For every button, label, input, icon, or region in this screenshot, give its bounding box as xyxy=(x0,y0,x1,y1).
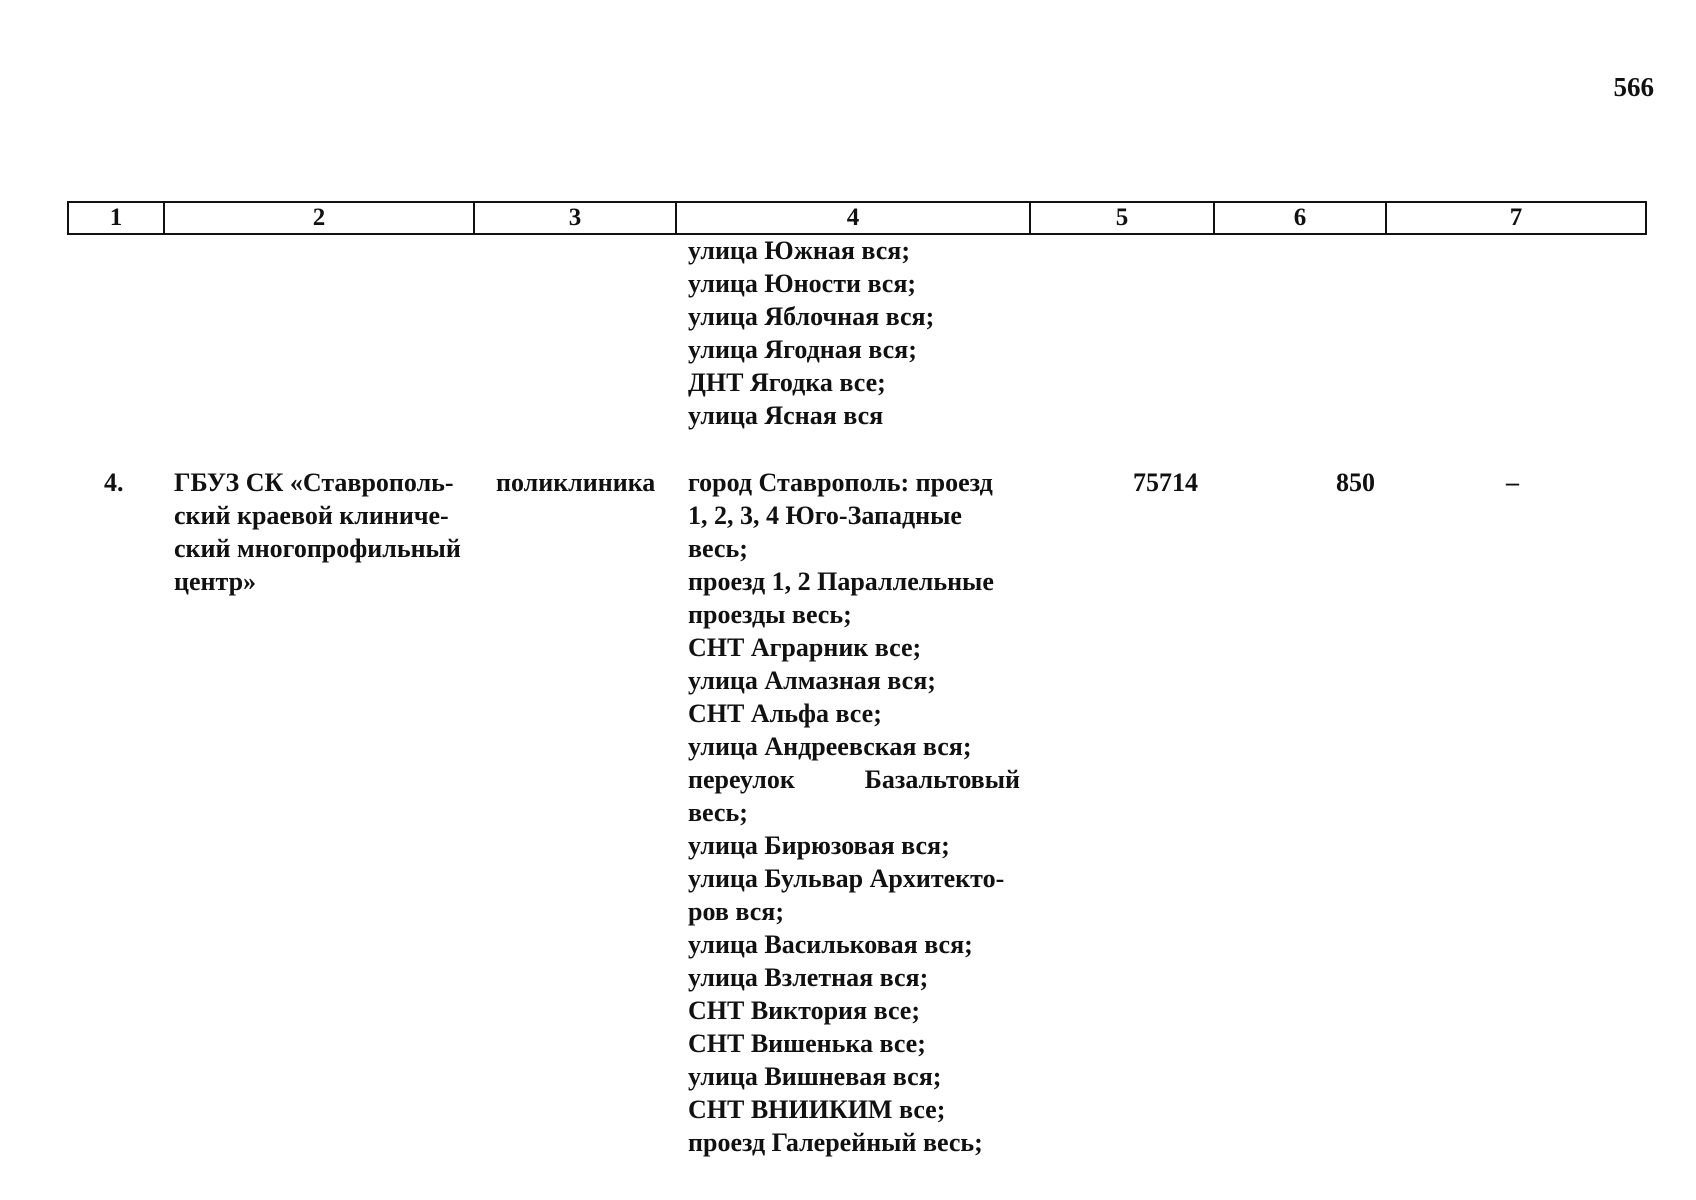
address-line: переулок Базальтовый весь; xyxy=(688,765,1020,827)
address-line: СНТ ВНИИКИМ все; xyxy=(688,1095,946,1124)
address-line: проезд 1, 2 Параллельные xyxy=(688,567,994,596)
address-line: улица Бульвар Архитекто- xyxy=(688,864,1005,893)
address-line: улица Вишневая вся; xyxy=(688,1062,942,1091)
facility-type: поликлиника xyxy=(496,468,656,497)
continued-address-list xyxy=(688,234,1020,432)
address-line: улица Андреевская вся; xyxy=(688,732,972,761)
address-line: улица Алмазная вся; xyxy=(688,666,936,695)
address-line: улица Ясная вся xyxy=(688,401,884,430)
address-line: СНТ Вишенька все; xyxy=(688,1029,926,1058)
organization-name-line: ГБУЗ СК «Ставрополь- xyxy=(174,468,454,497)
organization-name xyxy=(174,466,464,598)
column-header-3: 3 xyxy=(474,202,676,234)
organization-name-line: центр» xyxy=(174,567,257,596)
address-line: СНТ Виктория все; xyxy=(688,996,920,1025)
address-line: проезд Галерейный весь; xyxy=(688,1128,983,1157)
col7-value: – xyxy=(1506,468,1519,497)
address-line: весь; xyxy=(688,534,748,563)
address-line: ров вся; xyxy=(688,897,784,926)
address-line: улица Южная вся; xyxy=(688,236,911,265)
col5-value: 75714 xyxy=(1133,468,1198,497)
page-number: 566 xyxy=(1613,72,1654,102)
address-line: СНТ Альфа все; xyxy=(688,699,882,728)
address-line: ДНТ Ягодка все; xyxy=(688,368,886,397)
column-header-6: 6 xyxy=(1214,202,1386,234)
organization-name-line: ский многопрофильный xyxy=(174,534,461,563)
column-header-5: 5 xyxy=(1030,202,1214,234)
col6-value: 850 xyxy=(1336,468,1375,497)
column-header-2: 2 xyxy=(164,202,474,234)
address-line: 1, 2, 3, 4 Юго-Западные xyxy=(688,501,962,530)
address-line: улица Васильковая вся; xyxy=(688,930,973,959)
address-line: улица Яблочная вся; xyxy=(688,302,935,331)
address-line: улица Бирюзовая вся; xyxy=(688,831,950,860)
column-header-7: 7 xyxy=(1386,202,1646,234)
column-header-row xyxy=(67,201,1647,235)
address-line: СНТ Аграрник все; xyxy=(688,633,922,662)
column-header-1: 1 xyxy=(68,202,164,234)
address-line: улица Юности вся; xyxy=(688,269,917,298)
address-line: улица Ягодная вся; xyxy=(688,335,917,364)
address-line: проезды весь; xyxy=(688,600,852,629)
column-header-4: 4 xyxy=(676,202,1030,234)
address-line: улица Взлетная вся; xyxy=(688,963,929,992)
address-list xyxy=(688,466,1020,1159)
address-line: город Ставрополь: проезд xyxy=(688,468,993,497)
row-number: 4. xyxy=(104,468,124,497)
organization-name-line: ский краевой клиниче- xyxy=(174,501,449,530)
